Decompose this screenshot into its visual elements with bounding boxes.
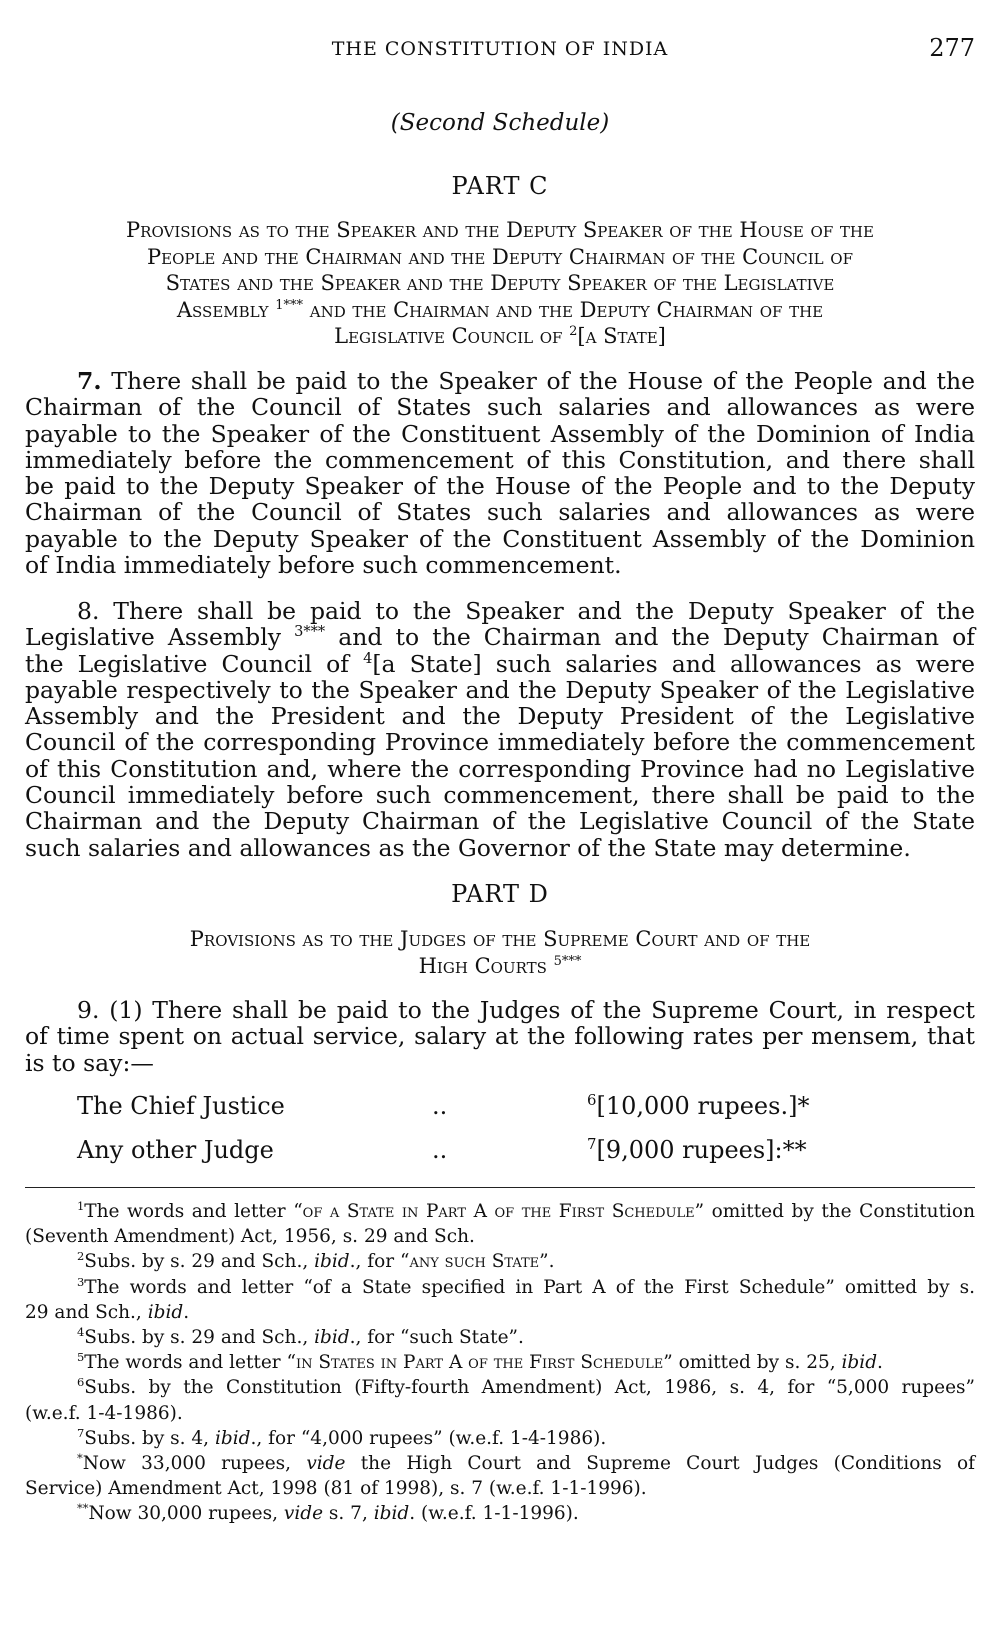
- footnotes: [25, 1199, 975, 1527]
- salary-amount: [587, 1136, 807, 1164]
- footnote-line: [25, 1501, 975, 1526]
- footnote-3: [25, 1275, 975, 1325]
- footnote-ref: 4: [363, 649, 373, 667]
- footnote-text: ”.: [539, 1251, 555, 1273]
- page-number: 277: [929, 34, 975, 62]
- subheading-line: States and the Speaker and the Deputy Speaker of the Legislative: [165, 271, 835, 295]
- paragraph-text: and to the Chairman and the Deputy Chairman of: [325, 623, 975, 652]
- footnote-text: The words and letter “of a State specified in Part A of the First Schedule” omitted by s.: [84, 1276, 975, 1298]
- subheading-text: High Courts: [418, 953, 554, 978]
- footnote-text: Subs. by s. 29 and Sch.,: [84, 1251, 315, 1273]
- footnote-text: 29 and Sch.,: [25, 1301, 148, 1323]
- footnote-marker: 4: [77, 1324, 85, 1339]
- subheading-text: Assembly: [176, 297, 276, 322]
- paragraph-line: immediately before the commencement of this Constitution, and there shall: [25, 445, 975, 474]
- paragraph-line: Assembly and the President and the Deputy President of the Legislative: [25, 702, 975, 731]
- footnote-italic: ibid: [314, 1251, 350, 1273]
- footnote-marker: 2: [77, 1249, 85, 1264]
- running-header: [25, 34, 975, 68]
- footnote-line: (Seventh Amendment) Act, 1956, s. 29 and Sch.: [25, 1226, 475, 1248]
- footnote-text: ” omitted by s. 25,: [663, 1352, 842, 1374]
- footnote-6: [25, 1375, 975, 1425]
- paragraph-text: Legislative Assembly: [25, 623, 295, 652]
- paragraph-line: [25, 651, 975, 677]
- footnote-line: Service) Amendment Act, 1998 (81 of 1998), s. 7 (w.e.f. 1-1-1996).: [25, 1478, 647, 1500]
- footnote-smallcaps: in States in Part A of the First Schedule: [295, 1352, 664, 1374]
- footnote-text: . (w.e.f. 1-1-1996).: [409, 1503, 579, 1525]
- footnote-marker: 3: [77, 1274, 85, 1289]
- footnote-line: [25, 1199, 975, 1224]
- footnote-5: [25, 1350, 975, 1375]
- paragraph-text: the Legislative Council of: [25, 649, 364, 678]
- paragraph-9: [25, 997, 975, 1076]
- subheading-line: People and the Chairman and the Deputy Chairman of the Council of: [147, 244, 853, 269]
- footnote-ref: 3***: [294, 623, 326, 641]
- subheading-line: Provisions as to the Speaker and the Deputy Speaker of the House of the: [126, 218, 874, 242]
- footnote-ref: 5***: [553, 953, 582, 969]
- footnote-double-star: [25, 1501, 975, 1526]
- footnote-star: [25, 1451, 975, 1501]
- paragraph-line: Council immediately before such commencement, there shall be paid to the: [25, 781, 975, 810]
- salary-amount: [587, 1092, 809, 1120]
- footnote-text: Now 33,000 rupees,: [82, 1453, 307, 1475]
- footnote-1: [25, 1199, 975, 1249]
- subheading-text: and the Chairman and the Deputy Chairman of the: [303, 297, 824, 322]
- part-c-heading: PART C: [451, 172, 549, 200]
- footnote-text: .: [183, 1301, 190, 1323]
- paragraph-7: [25, 368, 975, 578]
- footnote-ref: 7: [587, 1135, 597, 1153]
- subheading-line: [25, 323, 975, 350]
- paragraph-line: payable respectively to the Speaker and the Deputy Speaker of the Legislative: [25, 675, 975, 704]
- footnote-italic: ibid: [373, 1503, 410, 1525]
- footnote-divider: [25, 1187, 975, 1188]
- paragraph-line: is to say:—: [25, 1048, 154, 1077]
- paragraph-line: Chairman of the Council of States such salaries and allowances as were: [25, 498, 975, 527]
- footnote-line: [25, 1300, 975, 1325]
- paragraph-line: be paid to the Deputy Speaker of the House of the People and to the Deputy: [25, 472, 975, 501]
- paragraph-line: of India immediately before such commencement.: [25, 551, 622, 580]
- footnote-line: [25, 1275, 975, 1300]
- footnote-line: [25, 1375, 975, 1400]
- footnote-text: Subs. by the Constitution (Fifty-fourth Amendment) Act, 1986, s. 4, for “5,000 rupees”: [84, 1377, 975, 1399]
- footnote-marker: **: [77, 1501, 89, 1516]
- part-c-subheading: [25, 217, 975, 350]
- footnote-italic: ibid: [841, 1352, 878, 1374]
- paragraph-line: 9. (1) There shall be paid to the Judges of the Supreme Court, in respect: [77, 996, 975, 1024]
- paragraph-line: Council of the corresponding Province immediately before the commencement: [25, 728, 975, 757]
- footnote-text: ” omitted by the Constitution: [694, 1201, 975, 1222]
- paragraph-line: Chairman and the Deputy Chairman of the Legislative Council of the State: [25, 807, 975, 836]
- leader-dots: ..: [432, 1092, 448, 1120]
- footnote-text: Subs. by s. 29 and Sch.,: [84, 1327, 315, 1349]
- salary-row: [77, 1136, 975, 1180]
- footnote-ref: 2: [569, 324, 578, 339]
- subheading-line: [25, 953, 975, 980]
- footnote-ref: 6: [587, 1091, 597, 1109]
- paragraph-line: of time spent on actual service, salary at the following rates per mensem, that: [25, 1022, 975, 1051]
- amount-text: [10,000 rupees.]*: [596, 1092, 810, 1120]
- amount-text: [9,000 rupees]:**: [596, 1136, 807, 1164]
- paragraph-line: payable to the Deputy Speaker of the Constituent Assembly of the Dominion: [25, 524, 975, 553]
- footnote-text: ., for “: [349, 1251, 410, 1273]
- paragraph-line: [25, 368, 975, 394]
- footnote-marker: 5: [77, 1350, 85, 1365]
- footnote-7: [25, 1426, 975, 1451]
- salary-row: [77, 1092, 975, 1136]
- paragraph-line: such salaries and allowances as the Governor of the State may determine.: [25, 833, 911, 862]
- footnote-text: the High Court and Supreme Court Judges (Conditions of: [345, 1453, 976, 1475]
- leader-dots: ..: [432, 1136, 448, 1164]
- paragraph-text: [a State] such salaries and allowances as were: [372, 649, 975, 678]
- footnote-italic: ibid: [314, 1327, 350, 1349]
- footnote-text: ., for “4,000 rupees” (w.e.f. 1-4-1986).: [250, 1427, 607, 1449]
- footnote-smallcaps: any such State: [409, 1251, 540, 1273]
- schedule-label: (Second Schedule): [390, 110, 610, 136]
- paragraph-number: 7.: [77, 367, 102, 395]
- footnote-line: [25, 1426, 975, 1451]
- document-page: [25, 0, 975, 1650]
- salary-post: The Chief Justice: [77, 1092, 285, 1120]
- paragraph-8: [25, 598, 975, 861]
- paragraph-text: There shall be paid to the Speaker of the House of the People and the: [111, 367, 975, 395]
- subheading-line: Provisions as to the Judges of the Supreme Court and of the: [189, 927, 811, 951]
- footnote-text: Subs. by s. 4,: [84, 1427, 215, 1449]
- salary-table: [77, 1092, 975, 1180]
- paragraph-line: of this Constitution and, where the corresponding Province had no Legislative: [25, 754, 975, 783]
- footnote-line: [25, 1249, 975, 1274]
- salary-post: Any other Judge: [77, 1136, 274, 1164]
- footnote-text: ., for “such State”.: [349, 1327, 524, 1349]
- footnote-italic: vide: [283, 1503, 324, 1525]
- footnote-text: The words and letter “: [84, 1201, 303, 1222]
- paragraph-line: 8. There shall be paid to the Speaker and the Deputy Speaker of the: [77, 597, 975, 625]
- paragraph-line: [25, 624, 975, 650]
- footnote-line: (w.e.f. 1-4-1986).: [25, 1402, 183, 1424]
- footnote-text: s. 7,: [323, 1503, 374, 1525]
- running-title: THE CONSTITUTION OF INDIA: [331, 38, 669, 60]
- footnote-text: The words and letter “: [84, 1352, 296, 1374]
- footnote-4: [25, 1325, 975, 1350]
- footnote-italic: ibid: [147, 1301, 184, 1323]
- footnote-marker: 1: [77, 1198, 85, 1213]
- footnote-text: Now 30,000 rupees,: [88, 1503, 284, 1525]
- paragraph-line: Chairman of the Council of States such salaries and allowances as were: [25, 393, 975, 422]
- subheading-line: [25, 297, 975, 324]
- footnote-line: [25, 1325, 975, 1350]
- subheading-text: [a State]: [577, 324, 666, 348]
- footnote-italic: vide: [306, 1453, 346, 1475]
- part-d-subheading: [25, 926, 975, 979]
- footnote-marker: 7: [77, 1425, 85, 1440]
- footnote-ref: 1***: [275, 297, 304, 313]
- footnote-marker: 6: [77, 1375, 85, 1390]
- subheading-text: Legislative Council of: [334, 324, 570, 348]
- footnote-line: [25, 1451, 975, 1476]
- footnote-italic: ibid: [214, 1427, 251, 1449]
- footnote-smallcaps: of a State in Part A of the First Schedule: [302, 1201, 695, 1222]
- paragraph-line: payable to the Speaker of the Constituent Assembly of the Dominion of India: [25, 419, 975, 448]
- footnote-text: .: [877, 1352, 883, 1374]
- footnote-line: [25, 1350, 975, 1375]
- part-d-heading: PART D: [451, 880, 549, 908]
- footnote-marker: *: [77, 1450, 83, 1465]
- footnote-2: [25, 1249, 975, 1274]
